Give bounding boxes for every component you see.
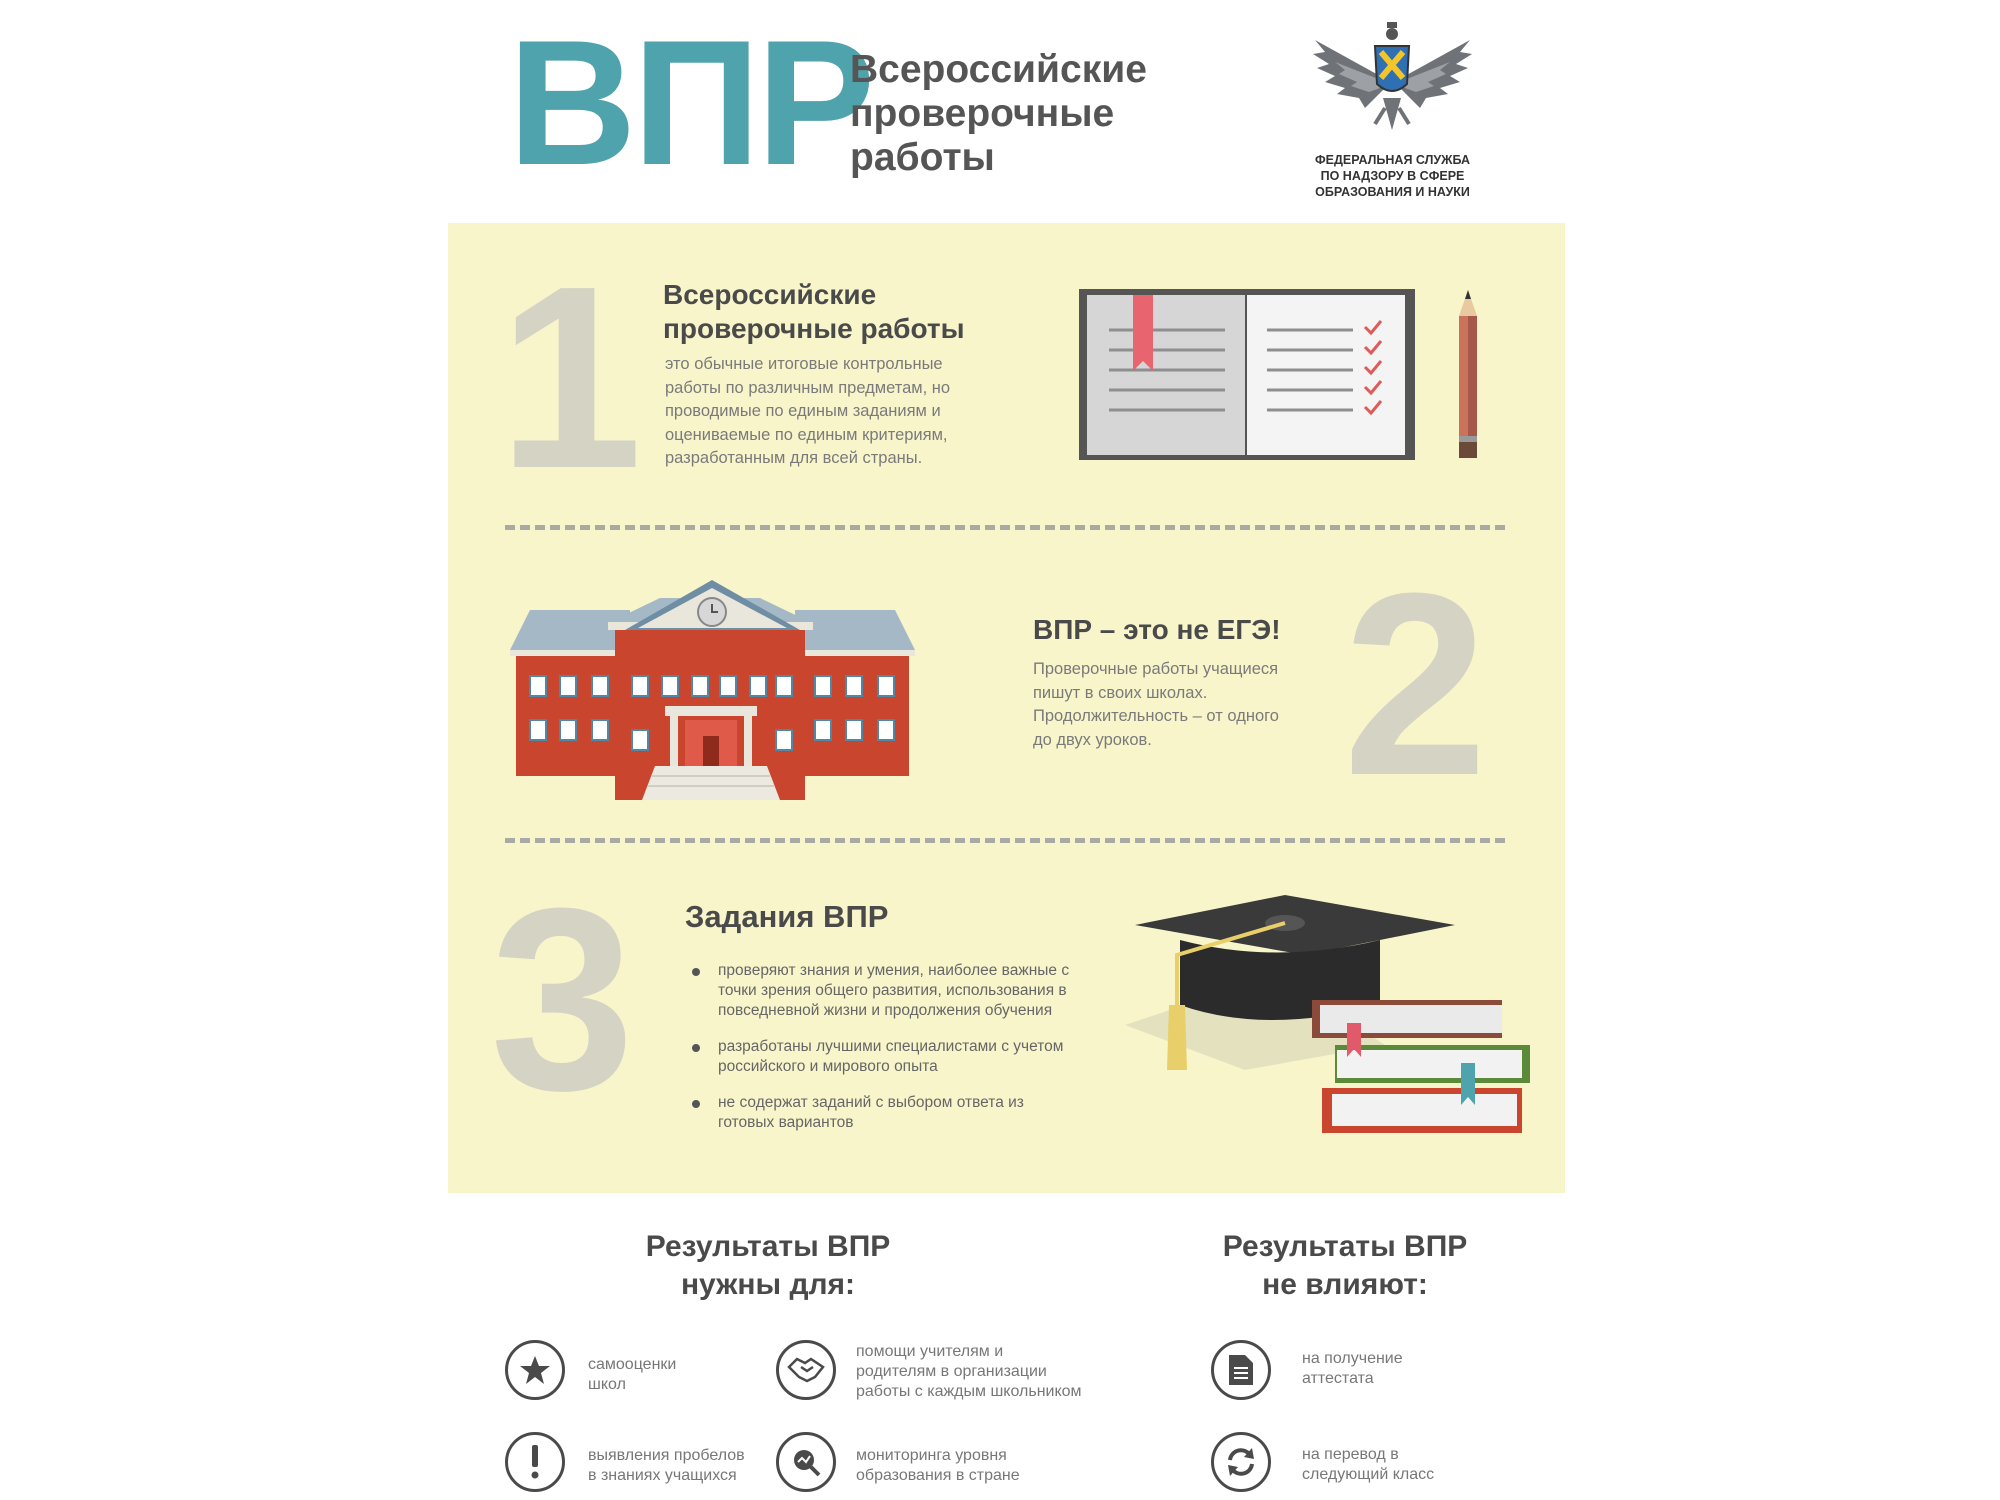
section-3-bullets [688, 961, 1128, 1149]
bullet-dot [692, 968, 700, 976]
agency-caption [1290, 152, 1495, 200]
refresh-icon [1211, 1432, 1271, 1492]
divider-1 [505, 525, 1505, 530]
section-3-title: Задания ВПР [685, 899, 889, 934]
header-abbr: ВПР [508, 3, 872, 202]
exclamation-icon [505, 1432, 565, 1492]
agency-line-3: ОБРАЗОВАНИЯ И НАУКИ [1315, 185, 1470, 199]
needed-item-self-assessment: самооценки школ [588, 1356, 677, 1393]
magnifier-chart-icon [776, 1432, 836, 1492]
results-needed-title: Результаты ВПР нужны для: [645, 1230, 891, 1301]
section-2-title: ВПР – это не ЕГЭ! [1033, 614, 1281, 645]
not-item-certificate: на получение аттестата [1302, 1350, 1403, 1387]
agency-line-1: ФЕДЕРАЛЬНАЯ СЛУЖБА [1314, 153, 1471, 167]
bullet-item: проверяют знания и умения, наиболее важные с точки зрения общего развития, использования в повседневной жизни и продолжения обучения [688, 961, 1128, 1021]
document-icon [1211, 1340, 1271, 1400]
needed-item-monitoring: мониторинга уровня образования в стране [856, 1447, 1020, 1484]
needed-item-help-teachers: помощи учителям и родителям в организации работы с каждым школьником [856, 1343, 1082, 1400]
section-1-text: это обычные итоговые контрольные работы по различным предметам, но проводимые по единым заданиям и оцениваемые по единым критериям, разработанным для всей страны. [665, 355, 951, 467]
handshake-icon [776, 1340, 836, 1400]
bullet-dot [692, 1100, 700, 1108]
bullet-dot [692, 1044, 700, 1052]
graduation-cap-books-icon [1125, 895, 1530, 1140]
results-not-title: Результаты ВПР не влияют: [1222, 1230, 1468, 1301]
eagle-emblem-icon [1305, 12, 1480, 142]
pencil-icon [1455, 290, 1481, 460]
bullet-item: разработаны лучшими специалистами с учетом российского и мирового опыта [688, 1037, 1128, 1077]
section-1-number: 1 [498, 233, 643, 523]
divider-2 [505, 838, 1505, 843]
section-1-title: Всероссийские проверочные работы [663, 279, 965, 344]
needed-item-gaps: выявления пробелов в знаниях учащихся [588, 1447, 745, 1484]
section-3-number: 3 [490, 855, 635, 1145]
agency-line-2: ПО НАДЗОРУ В СФЕРЕ [1320, 169, 1465, 183]
section-2-number: 2 [1343, 540, 1488, 830]
not-item-next-class: на перевод в следующий класс [1302, 1446, 1435, 1483]
section-2-text: Проверочные работы учащиеся пишут в своих школах. Продолжительность – от одного до двух уроков. [1033, 660, 1279, 749]
bullet-item: не содержат заданий с выбором ответа из готовых вариантов [688, 1093, 1128, 1133]
star-icon [505, 1340, 565, 1400]
header-title: Всероссийские проверочные работы [850, 48, 1147, 179]
school-building-icon [510, 580, 915, 800]
notebook-pencil-icon [1075, 285, 1415, 460]
